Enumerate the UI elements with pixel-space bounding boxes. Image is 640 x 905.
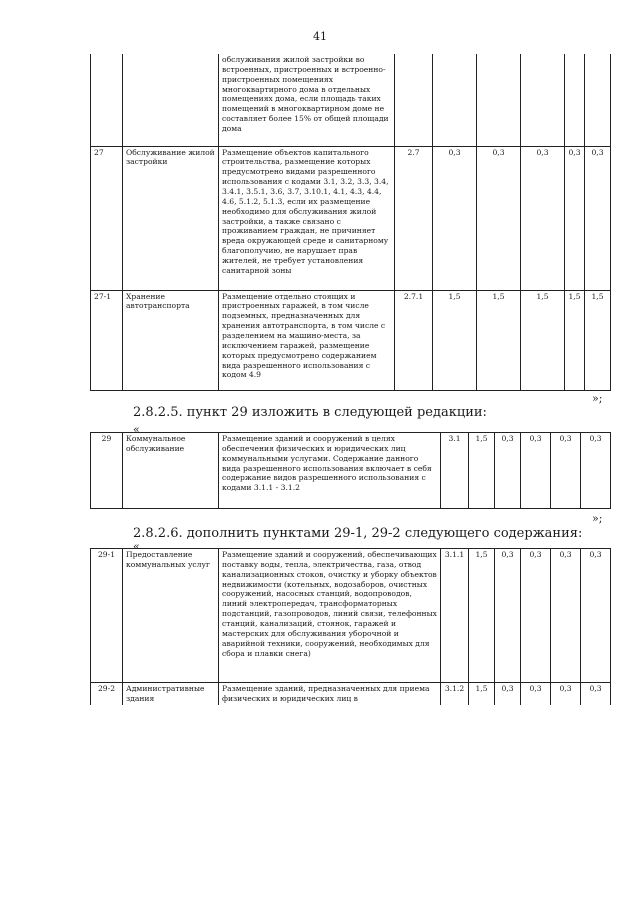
value-cell: 0,3: [477, 146, 521, 290]
use-code: 3.1.2: [441, 683, 469, 705]
value-cell: 0,3: [495, 433, 521, 509]
use-description: Размещение объектов капитального строительства, размещение которых предусмотрено видами разрешенного использования с кодами 3.1, 3.2, 3.3, 3.4, 3.4.1, 3.5.1, 3.6, 3.7, 3.10.1, 4.1, 4.3, 4.4, 4.6, 5.1.2, 5.1.3, если их размещение необходимо для обслуживания жилой застройки, а также связано с проживанием граждан, не причиняет вреда окружающей среде и санитарному благополучию, не нарушает прав жителей, не требует установления санитарной зоны: [219, 146, 395, 290]
value-cell: 1,5: [469, 433, 495, 509]
table-row: [91, 683, 611, 705]
row-number: 29-1: [91, 549, 123, 683]
value-cell: 0,3: [585, 146, 611, 290]
closing-quote: »;: [592, 392, 603, 405]
value-cell: 1,5: [477, 290, 521, 390]
value-cell: [521, 54, 565, 146]
value-cell: 0,3: [581, 549, 611, 683]
row-number: 27: [91, 146, 123, 290]
value-cell: [477, 54, 521, 146]
value-cell: 0,3: [521, 549, 551, 683]
use-description: Размещение зданий и сооружений в целях обеспечения физических и юридических лиц коммунальными услугами. Содержание данного вида разрешенного использования включает в себя содержание видов разрешенного использования с кодами 3.1.1 - 3.1.2: [219, 433, 441, 509]
value-cell: [565, 54, 585, 146]
use-code: 2.7.1: [395, 290, 433, 390]
land-use-table-3: [90, 548, 611, 705]
use-name: Предоставление коммунальных услуг: [123, 549, 219, 683]
value-cell: 0,3: [521, 146, 565, 290]
table-row: [91, 146, 611, 290]
row-number: [91, 54, 123, 146]
use-code: [395, 54, 433, 146]
value-cell: 1,5: [585, 290, 611, 390]
page-number: 41: [313, 30, 327, 43]
row-number: 29: [91, 433, 123, 509]
value-cell: 0,3: [495, 549, 521, 683]
use-description: Размещение отдельно стоящих и пристроенных гаражей, в том числе подземных, предназначенных для хранения автотранспорта, в том числе с разделением на машино-места, за исключением гаражей, размещение которых предусмотрено содержанием вида разрешенного использования с кодом 4.9: [219, 290, 395, 390]
use-name: [123, 54, 219, 146]
table-row: [91, 290, 611, 390]
use-name: Хранение автотранспорта: [123, 290, 219, 390]
use-code: 2.7: [395, 146, 433, 290]
use-description: Размещение зданий, предназначенных для приема физических и юридических лиц в: [219, 683, 441, 705]
use-description: обслуживания жилой застройки во встроенных, пристроенных и встроенно-пристроенных помещениях многоквартирного дома в отдельных помещениях дома, если площадь таких помещений в многоквартирном доме не составляет более 15% от общей площади дома: [219, 54, 395, 146]
use-code: 3.1.1: [441, 549, 469, 683]
value-cell: 1,5: [469, 683, 495, 705]
land-use-table-1: [90, 54, 611, 391]
value-cell: 1,5: [469, 549, 495, 683]
value-cell: 0,3: [565, 146, 585, 290]
section-heading: 2.8.2.5. пункт 29 изложить в следующей редакции:: [133, 405, 487, 420]
use-description: Размещение зданий и сооружений, обеспечивающих поставку воды, тепла, электричества, газа, отвод канализационных стоков, очистку и уборку объектов недвижимости (котельных, водозаборов, очистных сооружений, насосных станций, водопроводов, линий электропередач, трансформаторных подстанций, газопроводов, линий связи, телефонных станций, канализаций, стоянок, гаражей и мастерских для обслуживания уборочной и аварийной техники, сооружений, необходимых для сбора и плавки снега): [219, 549, 441, 683]
value-cell: 1,5: [433, 290, 477, 390]
value-cell: 1,5: [565, 290, 585, 390]
value-cell: 0,3: [581, 683, 611, 705]
value-cell: [585, 54, 611, 146]
use-code: 3.1: [441, 433, 469, 509]
value-cell: 0,3: [521, 683, 551, 705]
row-number: 29-2: [91, 683, 123, 705]
use-name: Обслуживание жилой застройки: [123, 146, 219, 290]
opening-quote: «: [133, 540, 140, 553]
value-cell: 0,3: [495, 683, 521, 705]
opening-quote: «: [133, 423, 140, 436]
value-cell: 0,3: [551, 433, 581, 509]
use-name: Административные здания: [123, 683, 219, 705]
closing-quote: »;: [592, 512, 603, 525]
value-cell: 1,5: [521, 290, 565, 390]
row-number: 27-1: [91, 290, 123, 390]
value-cell: 0,3: [551, 549, 581, 683]
value-cell: 0,3: [581, 433, 611, 509]
table-row: [91, 54, 611, 146]
value-cell: [433, 54, 477, 146]
table-row: [91, 433, 611, 509]
value-cell: 0,3: [551, 683, 581, 705]
section-heading: 2.8.2.6. дополнить пунктами 29-1, 29-2 следующего содержания:: [133, 526, 583, 541]
table-row: [91, 549, 611, 683]
land-use-table-2: [90, 432, 611, 509]
value-cell: 0,3: [433, 146, 477, 290]
value-cell: 0,3: [521, 433, 551, 509]
use-name: Коммунальное обслуживание: [123, 433, 219, 509]
